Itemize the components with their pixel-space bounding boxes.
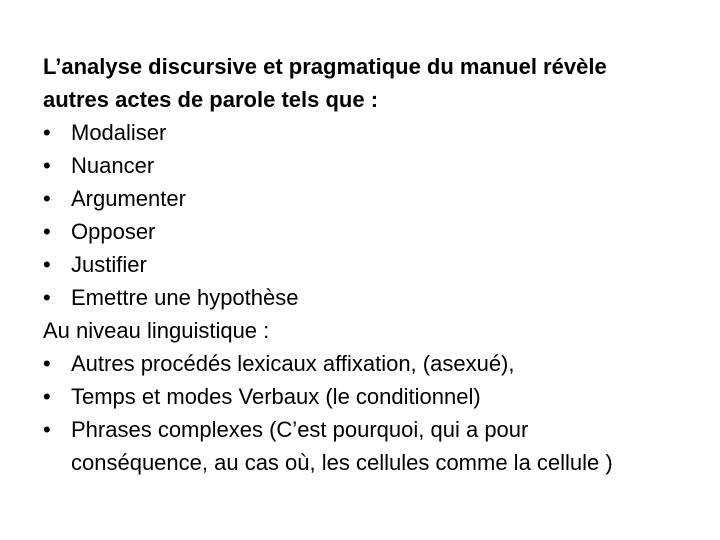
list-item-linguistic: [43, 347, 713, 380]
heading-line-2: autres actes de parole tels que :: [43, 87, 379, 112]
linguistic-heading: Au niveau linguistique :: [43, 318, 270, 343]
act-label: Argumenter: [71, 186, 186, 211]
act-label: Emettre une hypothèse: [71, 285, 299, 310]
linguistic-label-multiline: [71, 413, 701, 479]
bullet-icon: •: [43, 120, 51, 145]
list-item-act: [43, 248, 713, 281]
list-item-act: [43, 281, 713, 314]
bullet-icon: •: [43, 252, 51, 277]
act-label: Justifier: [71, 252, 147, 277]
bullet-icon: •: [43, 351, 51, 376]
list-item-act: [43, 116, 713, 149]
act-label: Nuancer: [71, 153, 155, 178]
last-item-line-1: Phrases complexes (C’est pourquoi, qui a pour: [71, 417, 529, 442]
list-item-linguistic: [43, 413, 713, 479]
linguistic-label: Temps et modes Verbaux (le conditionnel): [71, 384, 481, 409]
bullet-icon: •: [43, 285, 51, 310]
last-item-line-2: conséquence, au cas où, les cellules comme la cellule ): [71, 450, 613, 475]
act-label: Opposer: [71, 219, 156, 244]
list-item-act: [43, 182, 713, 215]
list-item-linguistic: [43, 380, 713, 413]
list-item-act: [43, 215, 713, 248]
heading-line-1: L’analyse discursive et pragmatique du manuel révèle: [43, 54, 607, 79]
act-label: Modaliser: [71, 120, 167, 145]
bullet-icon: •: [43, 186, 51, 211]
bullet-icon: •: [43, 219, 51, 244]
bullet-icon: •: [43, 417, 51, 442]
bullet-icon: •: [43, 384, 51, 409]
bullet-icon: •: [43, 153, 51, 178]
linguistic-label: Autres procédés lexicaux affixation, (asexué),: [71, 351, 515, 376]
list-item-act: [43, 149, 713, 182]
slide-body: [43, 50, 713, 479]
